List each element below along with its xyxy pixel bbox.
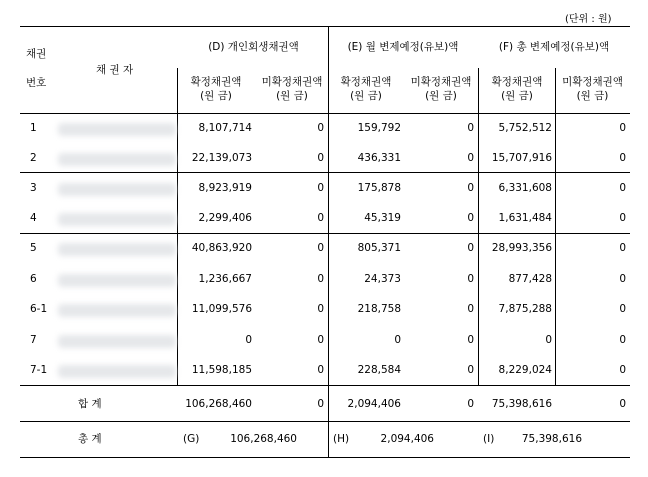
unconfirmed-amount-header: 미확정채권액 [562,76,623,88]
principal-header: (원 금) [501,90,533,102]
amount-cell: 805,371 [357,242,401,254]
amount-cell: 0 [619,334,626,346]
row-group-divider [20,233,630,234]
amount-cell: 2,299,406 [198,212,252,224]
amount-cell: 0 [394,334,401,346]
amount-cell: 0 [619,122,626,134]
amount-cell: 22,139,073 [191,152,252,164]
redacted-creditor-name [58,153,176,166]
table-top-border [20,26,630,27]
amount-cell: 436,331 [357,152,401,164]
unconfirmed-amount-header: 미확정채권액 [261,76,323,88]
amount-cell: 8,229,024 [498,364,552,376]
redacted-creditor-name [58,123,176,136]
amount-cell: 15,707,916 [491,152,552,164]
redacted-creditor-name [58,335,176,348]
subtotal-amount: 2,094,406 [347,398,401,410]
amount-cell: 11,099,576 [191,303,252,315]
amount-cell: 0 [619,152,626,164]
amount-cell: 228,584 [357,364,401,376]
subtotal-amount: 0 [467,398,474,410]
amount-cell: 0 [317,334,324,346]
subtotal-top-border [20,385,630,386]
amount-cell: 0 [619,273,626,285]
amount-cell: 1,631,484 [498,212,552,224]
amount-cell: 6,331,608 [498,182,552,194]
confirmed-amount-header: 확정채권액 [340,76,392,88]
principal-header: (원 금) [276,90,308,102]
group-e-header: (E) 월 변제예정(유보)액 [347,41,459,53]
table-bottom-border [20,457,630,458]
principal-header: (원 금) [576,90,609,102]
amount-cell: 28,993,356 [491,242,552,254]
redacted-creditor-name [58,213,176,226]
subtotal-amount: 0 [317,398,324,410]
amount-cell: 218,758 [357,303,401,315]
claim-number: 1 [30,122,37,134]
amount-cell: 0 [317,122,324,134]
amount-cell: 0 [317,364,324,376]
principal-header: (원 금) [425,90,457,102]
header-bottom-border [20,113,630,114]
amount-cell: 175,878 [357,182,401,194]
amount-cell: 0 [467,122,474,134]
unit-label: (단위 : 원) [565,14,612,25]
redacted-creditor-name [58,243,176,256]
confirmed-amount-header: 확정채권액 [190,76,242,88]
creditor-header: 채 권 자 [96,64,134,76]
amount-cell: 0 [619,364,626,376]
total-g-label: (G) [183,433,200,445]
amount-cell: 0 [467,212,474,224]
total-h-value: 2,094,406 [380,433,434,445]
amount-cell: 1,236,667 [198,273,252,285]
total-label: 총 계 [78,433,102,445]
amount-cell: 877,428 [508,273,552,285]
claim-number: 5 [30,242,37,254]
amount-cell: 0 [467,334,474,346]
unconfirmed-amount-header: 미확정채권액 [410,76,472,88]
amount-cell: 0 [467,152,474,164]
redacted-creditor-name [58,183,176,196]
amount-cell: 7,875,288 [498,303,552,315]
total-i-label: (I) [483,433,495,445]
amount-cell: 0 [317,152,324,164]
claim-number: 7 [30,334,37,346]
amount-cell: 0 [467,303,474,315]
principal-header: (원 금) [350,90,382,102]
total-i-value: 75,398,616 [521,433,582,445]
amount-cell: 40,863,920 [191,242,252,254]
subtotal-label: 합 계 [78,398,102,410]
total-g-value: 106,268,460 [230,433,297,445]
amount-cell: 0 [467,273,474,285]
amount-cell: 5,752,512 [498,122,552,134]
claim-number: 6 [30,273,37,285]
amount-cell: 0 [317,242,324,254]
amount-cell: 24,373 [364,273,401,285]
amount-cell: 159,792 [357,122,401,134]
amount-cell: 0 [245,334,252,346]
redacted-creditor-name [58,274,176,287]
claim-number-header: 번호 [26,77,47,89]
confirmed-amount-header: 확정채권액 [491,76,543,88]
group-d-header: (D) 개인회생채권액 [208,41,299,53]
amount-cell: 8,107,714 [198,122,252,134]
amount-cell: 45,319 [364,212,401,224]
amount-cell: 0 [467,242,474,254]
amount-cell: 0 [545,334,552,346]
redacted-creditor-name [58,365,176,378]
row-group-divider [20,172,630,173]
subtotal-amount: 0 [619,398,626,410]
claim-number: 2 [30,152,37,164]
subtotal-amount: 106,268,460 [185,398,252,410]
amount-cell: 0 [619,182,626,194]
group-f-header: (F) 총 변제예정(유보)액 [498,41,610,53]
principal-header: (원 금) [200,90,232,102]
claim-number: 4 [30,212,37,224]
claim-number: 6-1 [30,303,48,315]
amount-cell: 0 [619,212,626,224]
amount-cell: 0 [317,303,324,315]
amount-cell: 0 [317,182,324,194]
amount-cell: 0 [467,182,474,194]
amount-cell: 0 [317,212,324,224]
subtotal-amount: 75,398,616 [491,398,552,410]
claim-number-header: 채권 [26,48,47,60]
amount-cell: 0 [619,303,626,315]
amount-cell: 0 [317,273,324,285]
amount-cell: 0 [467,364,474,376]
total-h-label: (H) [333,433,350,445]
claim-number: 7-1 [30,364,48,376]
redacted-creditor-name [58,304,176,317]
claim-number: 3 [30,182,37,194]
amount-cell: 0 [619,242,626,254]
total-top-border [20,421,630,422]
amount-cell: 8,923,919 [198,182,252,194]
amount-cell: 11,598,185 [191,364,252,376]
